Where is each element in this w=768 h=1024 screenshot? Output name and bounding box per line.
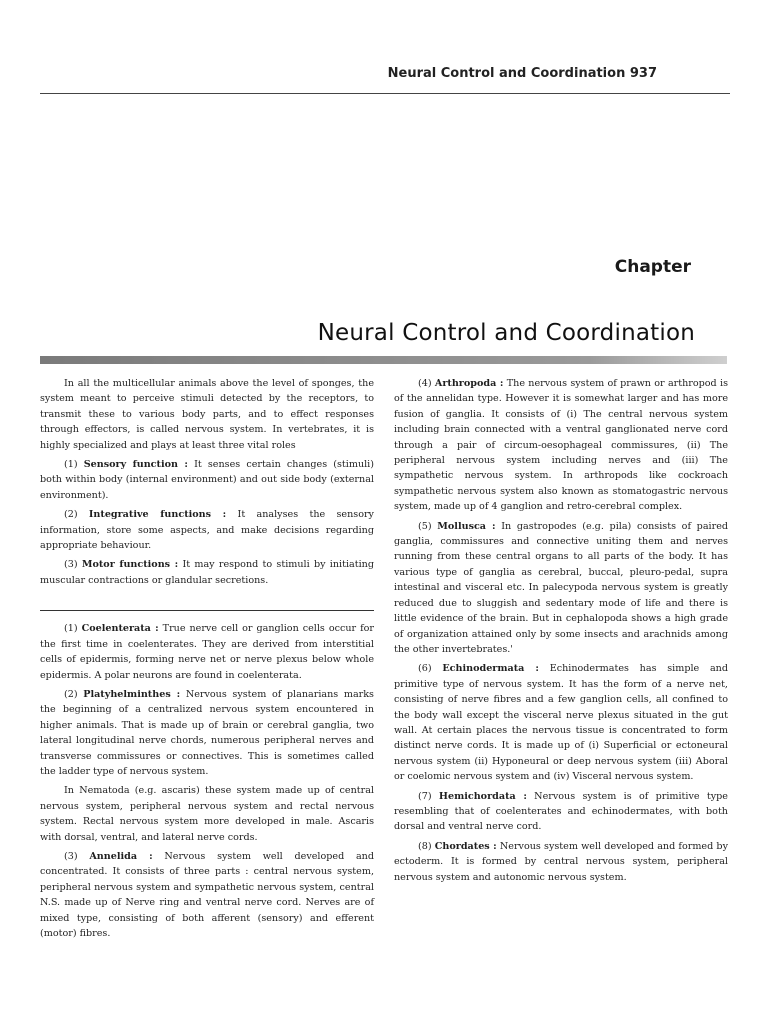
- integrative-function-term: Integrative functions :: [88, 509, 227, 521]
- echinodermata-text: Echinodermates has simple and primitive type of nervous system. It has the form of a nerve net, consisting of nerve fibres and a few ganglion cells, all confined to the body wall except the visceral nerve plexus situated in the gut wall. At certain places the nervous tissue is concentrated to form distinct nerve cords. It is made up of (i) Superficial or ectoneural nervous system (ii) Hyponeural or deep nervous system (iii) Aboral or coelomic nervous system and (iv) Visceral nervous system.: [394, 663, 728, 783]
- hemichordata-term: Hemichordata :: [438, 790, 527, 802]
- header-rule: [40, 93, 730, 94]
- item-number: (2): [64, 688, 78, 700]
- sensory-function-text: It senses certain changes (stimuli) both within body (internal environment) and out side body (external environment).: [40, 459, 374, 501]
- item-number: (6): [418, 663, 432, 675]
- integrative-function-text: It analyses the sensory information, store some aspects, and make decisions regarding appropriate behaviour.: [40, 509, 374, 552]
- mollusca-text: In gastropodes (e.g. pila) consists of paired ganglia, commissures and connective uniting them and nerves running from these central organs to all parts of the body. It has various type of ganglia as cerebral, buccal, pleuro-pedal, supra intestinal and visceral etc. In palecypoda nervous system is greatly reduced due to sluggish and sedentary mode of life and there is little evidence of the brain. But in cephalopoda shows a high grade of organization attained only by some insects and arachnids among the other invertebrates.': [394, 520, 729, 655]
- echinodermata-term: Echinodermata :: [442, 663, 539, 675]
- chordates-term: Chordates :: [434, 840, 497, 852]
- arthropoda-text: The nervous system of prawn or arthropod is of the annelidan type. However it is somewhat larger and has more fusion of ganglia. It consists of (i) The central nervous system including brain connected with a ventral ganglionated nerve cord through a pair of circum-oesophageal commissures, (ii) The peripheral nervous system including nerves and (iii) The sympathetic nervous system. In arthropods like cockroach sympathetic nervous system also known as stomatogastric nervous system, made up of 4 ganglion and retro-cerebral complex.: [394, 378, 728, 513]
- chapter-label: Chapter: [614, 257, 691, 277]
- platyhelminthes-term: Platyhelminthes :: [83, 688, 181, 700]
- section-divider: [40, 610, 374, 611]
- platyhelminthes-text: Nervous system of planarians marks the beginning of a centralized nervous system encountered in higher animals. That is made up of brain or cerebral ganglia, two lateral longitudinal nerve chords, numerous peripheral nerves and transverse commissures or connectives. This is sometimes called the ladder type of nervous system.: [40, 688, 374, 777]
- platyhelminthes-paragraph: [40, 687, 374, 779]
- item-number: (3): [64, 559, 78, 571]
- annelida-term: Annelida :: [89, 850, 153, 862]
- item-number: (7): [418, 790, 432, 802]
- arthropoda-term: Arthropoda :: [434, 378, 504, 389]
- running-head: Neural Control and Coordination 937: [387, 66, 657, 81]
- echinodermata-paragraph: [394, 661, 728, 784]
- coelenterata-term: Coelenterata :: [81, 623, 159, 635]
- item-number: (3): [64, 850, 78, 862]
- coelenterata-paragraph: [40, 621, 374, 683]
- motor-function-term: Motor functions :: [81, 559, 179, 571]
- item-number: (2): [64, 509, 78, 521]
- motor-function-text: It may respond to stimuli by initiating muscular contractions or glandular secretions.: [40, 559, 374, 586]
- item-number: (4): [418, 378, 432, 389]
- item-number: (1): [64, 623, 78, 635]
- sensory-function-paragraph: [40, 457, 374, 503]
- hemichordata-paragraph: [394, 789, 728, 835]
- title-bar: [40, 356, 727, 364]
- integrative-function-paragraph: [40, 507, 374, 553]
- coelenterata-text: True nerve cell or ganglion cells occur for the first time in coelenterates. They are derived from interstitial cells of epidermis, forming nerve net or nerve plexus below whole epidermis. A polar neurons are found in coelenterata.: [40, 623, 374, 681]
- motor-function-paragraph: [40, 557, 374, 588]
- annelida-paragraph: [40, 849, 374, 941]
- mollusca-paragraph: [394, 519, 728, 658]
- item-number: (5): [418, 520, 432, 532]
- right-column: [394, 376, 728, 889]
- chordates-text: Nervous system well developed and formed by ectoderm. It is formed by central nervous system, peripheral nervous system and autonomic nervous system.: [394, 840, 728, 883]
- nematoda-paragraph: In Nematoda (e.g. ascaris) these system made up of central nervous system, peripheral nervous system and rectal nervous system. Rectal nervous system more developed in male. Ascaris with dorsal, ventral, and lateral nerve cords.: [40, 785, 374, 843]
- item-number: (1): [64, 459, 78, 471]
- chordates-paragraph: [394, 839, 728, 885]
- sensory-function-term: Sensory function :: [83, 459, 188, 471]
- intro-paragraph: In all the multicellular animals above the level of sponges, the system meant to perceive stimuli detected by the receptors, to transmit these to various body parts, and to effect responses through effectors, is called nervous system. In vertebrates, it is highly specialized and plays at least three vital roles: [40, 378, 374, 451]
- chapter-title: Neural Control and Coordination: [317, 320, 695, 346]
- mollusca-term: Mollusca :: [437, 520, 496, 532]
- left-column: [40, 376, 374, 945]
- item-number: (8): [418, 840, 432, 852]
- hemichordata-text: Nervous system is of primitive type resembling that of coelenterates and echinodermates, with both dorsal and ventral nerve cord.: [394, 790, 728, 833]
- annelida-text: Nervous system well developed and concentrated. It consists of three parts : central nervous system, peripheral nervous system and sympathetic nervous system, central N.S. made up of Nerve ring and ventral nerve cord. Nerves are of mixed type, consisting of both afferent (sensory) and efferent (motor) fibres.: [40, 850, 374, 939]
- arthropoda-paragraph: [394, 376, 728, 515]
